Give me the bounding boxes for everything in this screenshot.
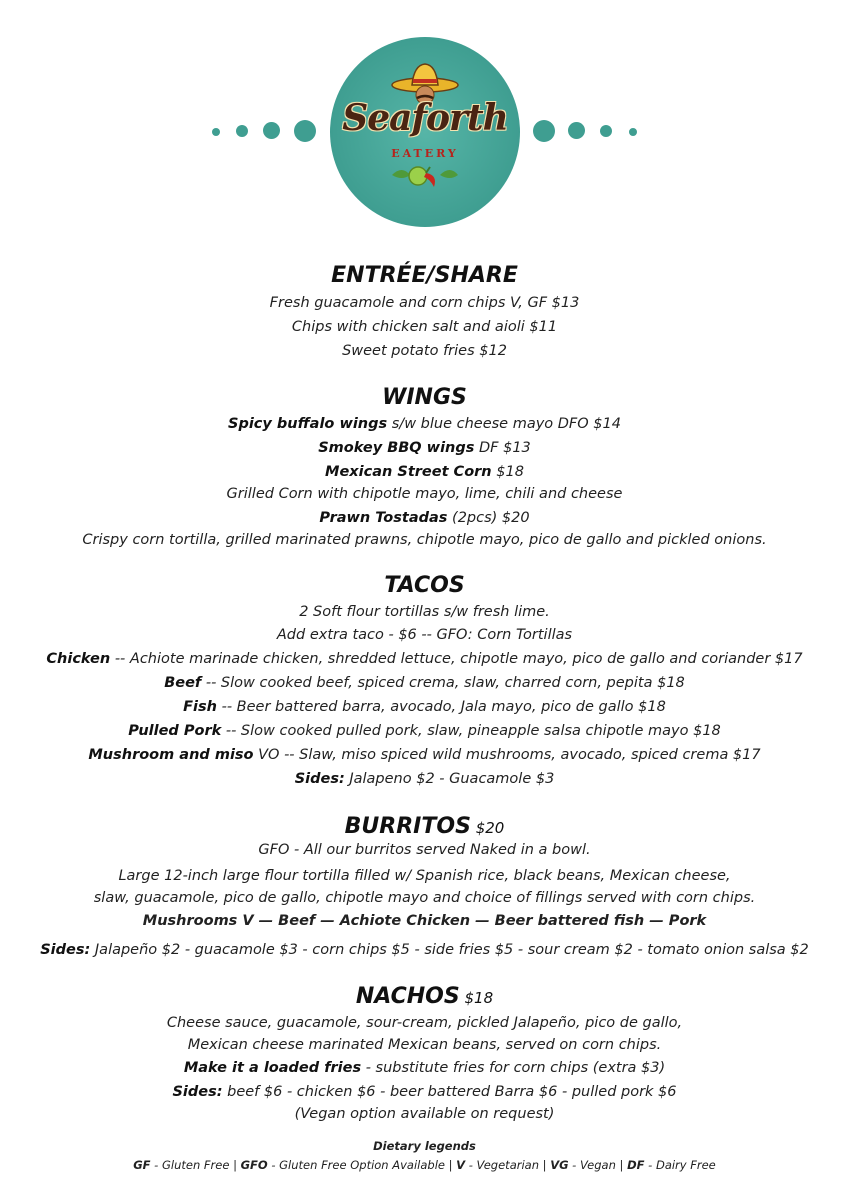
menu-item (0, 651, 849, 667)
restaurant-logo (330, 37, 520, 227)
section-price: $20 (470, 819, 505, 837)
menu-item (0, 675, 849, 691)
item-details: -- Achiote marinade chicken, shredded lettuce, chipotle mayo, pico de gallo and coriander $17 (110, 651, 803, 667)
legend-text: - Dairy Free (644, 1158, 716, 1172)
menu-item (0, 723, 849, 739)
item-name: Beef (164, 675, 202, 691)
menu-item (0, 747, 849, 763)
decor-dot (629, 128, 637, 136)
legend-code: V (456, 1158, 466, 1172)
item-details: s/w blue cheese mayo DFO $14 (387, 416, 621, 432)
sides-label: Sides: (172, 1084, 223, 1100)
decor-dot (236, 125, 248, 137)
loaded-fries-line (0, 1060, 849, 1076)
item-details: $18 (491, 464, 524, 480)
legend-text: - Gluten Free | (150, 1158, 241, 1172)
item-name: Prawn Tostadas (319, 510, 448, 526)
item-details: (2pcs) $20 (447, 510, 530, 526)
section-title-burritos (0, 814, 849, 839)
item-description: Cheese sauce, guacamole, sour-cream, pickled Jalapeño, pico de gallo, (166, 1015, 683, 1031)
item-name: Spicy buffalo wings (228, 416, 388, 432)
item-description: Grilled Corn with chipotle mayo, lime, chili and cheese (226, 486, 623, 502)
loaded-label: Make it a loaded fries (183, 1060, 362, 1076)
menu-item (0, 464, 849, 480)
logo-subtitle: EATERY (391, 147, 459, 160)
section-name: BURRITOS (344, 814, 471, 839)
fillings-list: Mushrooms V — Beef — Achiote Chicken — Beer battered fish — Pork (142, 913, 707, 929)
sides-line (0, 942, 849, 958)
sides-line (0, 771, 849, 787)
menu-item (0, 510, 849, 526)
item-description: slaw, guacamole, pico de gallo, chipotle mayo and choice of fillings served with corn chips. (93, 890, 756, 906)
section-title-entree: ENTRÉE/SHARE (331, 263, 518, 288)
item-name: Smokey BBQ wings (318, 440, 475, 456)
decor-dot (263, 122, 280, 139)
item-description: Large 12-inch large flour tortilla filled w/ Spanish rice, black beans, Mexican cheese, (118, 868, 731, 884)
section-intro: Add extra taco - $6 -- GFO: Corn Tortillas (276, 627, 573, 643)
sides-label: Sides: (294, 771, 345, 787)
legend-code: DF (627, 1158, 645, 1172)
item-details: DF $13 (474, 440, 531, 456)
item-details: -- Slow cooked beef, spiced crema, slaw, charred corn, pepita $18 (201, 675, 685, 691)
logo-area (0, 0, 849, 240)
sides-list: beef $6 - chicken $6 - beer battered Barra $6 - pulled pork $6 (222, 1084, 677, 1100)
item-description: Crispy corn tortilla, grilled marinated prawns, chipotle mayo, pico de gallo and pickled onions. (82, 532, 767, 548)
logo-name: Seaforth (342, 97, 508, 139)
vegan-note: (Vegan option available on request) (294, 1106, 555, 1122)
item-name: Fish (183, 699, 217, 715)
decor-dot (600, 125, 612, 137)
item-name: Mushroom and miso (88, 747, 254, 763)
section-title-wings: WINGS (382, 385, 467, 410)
section-intro: 2 Soft flour tortillas s/w fresh lime. (299, 604, 550, 620)
menu-item (0, 416, 849, 432)
legend-code: GF (133, 1158, 151, 1172)
dietary-legend (0, 1158, 849, 1172)
item-details: VO -- Slaw, miso spiced wild mushrooms, avocado, spiced crema $17 (253, 747, 761, 763)
item-description: Mexican cheese marinated Mexican beans, served on corn chips. (187, 1037, 662, 1053)
item-details: -- Slow cooked pulled pork, slaw, pineapple salsa chipotle mayo $18 (221, 723, 721, 739)
decor-dot (568, 122, 585, 139)
section-price: $18 (459, 989, 494, 1007)
loaded-details: - substitute fries for corn chips (extra $3) (361, 1060, 666, 1076)
sides-line (0, 1084, 849, 1100)
legend-text: - Gluten Free Option Available | (267, 1158, 457, 1172)
menu-item (0, 440, 849, 456)
legend-code: VG (550, 1158, 569, 1172)
legend-text: - Vegan | (568, 1158, 628, 1172)
sides-list: Jalapeño $2 - guacamole $3 - corn chips $5 - side fries $5 - sour cream $2 - tomato onion salsa $2 (90, 942, 809, 958)
decor-dot (294, 120, 316, 142)
menu-item: Fresh guacamole and corn chips V, GF $13 (269, 295, 580, 311)
section-title-nachos (0, 984, 849, 1009)
section-name: NACHOS (355, 984, 460, 1009)
section-intro: GFO - All our burritos served Naked in a bowl. (258, 842, 591, 858)
legend-code: GFO (240, 1158, 268, 1172)
chili-lime-icon (388, 161, 462, 191)
item-name: Mexican Street Corn (325, 464, 492, 480)
decor-dot (212, 128, 220, 136)
legend-title: Dietary legends (373, 1139, 476, 1153)
item-details: -- Beer battered barra, avocado, Jala mayo, pico de gallo $18 (217, 699, 666, 715)
menu-item (0, 699, 849, 715)
item-name: Pulled Pork (128, 723, 222, 739)
sides-label: Sides: (40, 942, 91, 958)
legend-text: - Vegetarian | (465, 1158, 551, 1172)
item-name: Chicken (46, 651, 111, 667)
section-title-tacos: TACOS (384, 573, 465, 598)
sides-list: Jalapeno $2 - Guacamole $3 (344, 771, 555, 787)
menu-item: Chips with chicken salt and aioli $11 (291, 319, 558, 335)
decor-dot (533, 120, 555, 142)
menu-item: Sweet potato fries $12 (342, 343, 507, 359)
